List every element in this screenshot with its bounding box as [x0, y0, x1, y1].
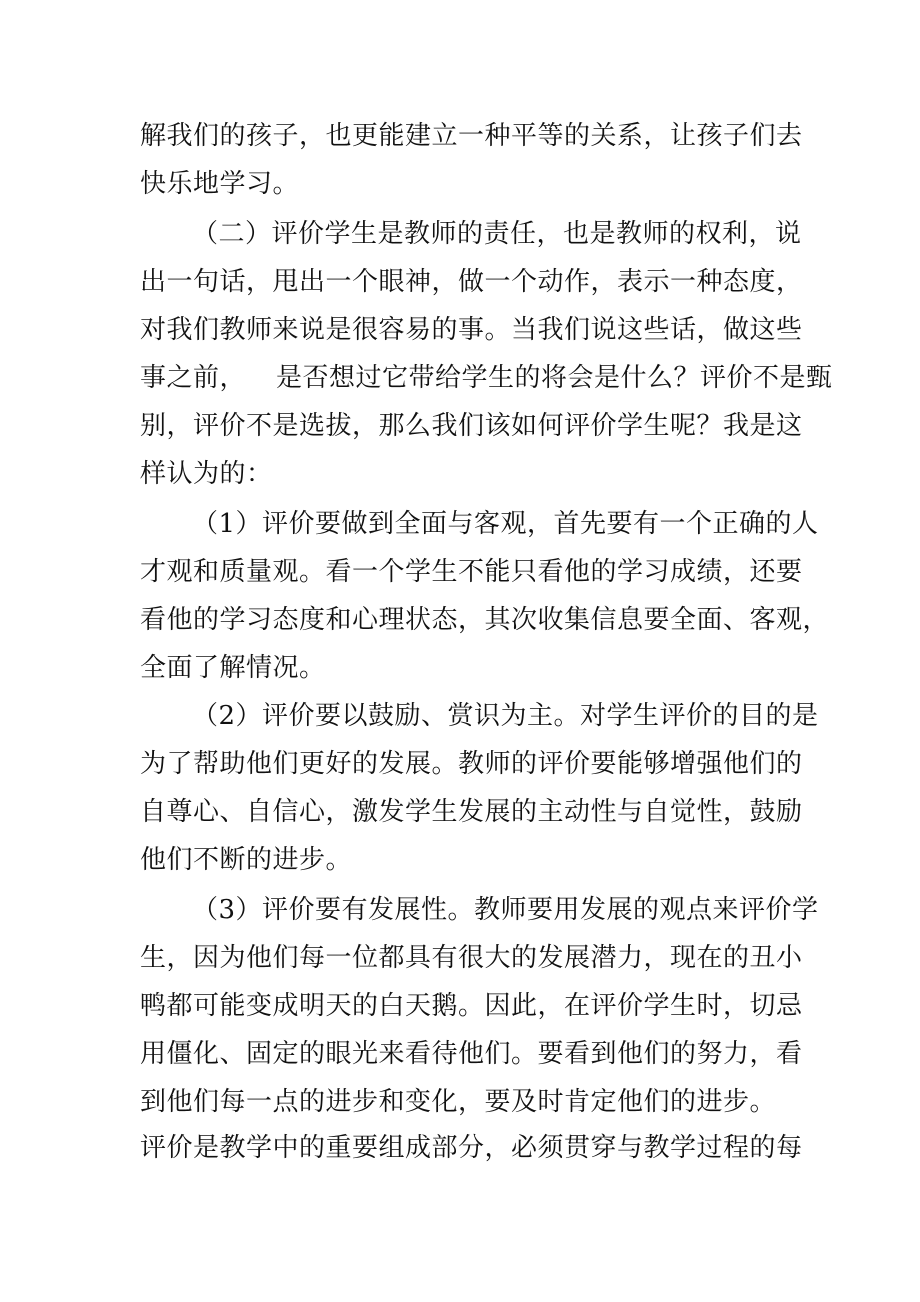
text-line: 他们不断的进步。 — [140, 845, 353, 875]
text-line: 才观和质量观。看一个学生不能只看他的学习成绩，还要 — [140, 557, 803, 587]
text-line: 样认为的： — [140, 459, 273, 489]
text-line: 评价是教学中的重要组成部分，必须贯穿与教学过程的每 — [140, 1133, 803, 1163]
text-line: 快乐地学习。 — [140, 169, 300, 199]
text-line: 用僵化、固定的眼光来看待他们。要看到他们的努力，看 — [140, 1039, 803, 1069]
text-line: 到他们每一点的进步和变化，要及时肯定他们的进步。 — [140, 1087, 777, 1117]
text-line: 出一句话，甩出一个眼神，做一个动作，表示一种态度， — [140, 267, 803, 297]
text-line — [140, 360, 833, 396]
text-line: 别，评价不是选拔，那么我们该如何评价学生呢？我是这 — [140, 411, 803, 441]
text-line: 解我们的孩子，也更能建立一种平等的关系，让孩子们去 — [140, 121, 803, 151]
text-line: 生，因为他们每一位都具有很大的发展潜力，现在的丑小 — [140, 943, 803, 973]
text-segment: 事之前， — [140, 363, 247, 393]
text-segment: 是否想过它带给学生的将会是什么？评价不是甄 — [276, 363, 833, 393]
text-line: 为了帮助他们更好的发展。教师的评价要能够增强他们的 — [140, 749, 803, 779]
text-line: 自尊心、自信心，激发学生发展的主动性与自觉性，鼓励 — [140, 797, 803, 827]
text-line: 全面了解情况。 — [140, 653, 326, 683]
text-line: （二）评价学生是教师的责任，也是教师的权利，说 — [192, 219, 802, 249]
text-line: （3）评价要有发展性。教师要用发展的观点来评价学 — [192, 895, 819, 925]
text-line: 看他的学习态度和心理状态，其次收集信息要全面、客观， — [140, 605, 830, 635]
text-line: 鸭都可能变成明天的白天鹅。因此，在评价学生时，切忌 — [140, 991, 803, 1021]
text-line: （1）评价要做到全面与客观，首先要有一个正确的人 — [192, 509, 819, 539]
text-line: 对我们教师来说是很容易的事。当我们说这些话，做这些 — [140, 315, 803, 345]
text-line: （2）评价要以鼓励、赏识为主。对学生评价的目的是 — [192, 701, 819, 731]
